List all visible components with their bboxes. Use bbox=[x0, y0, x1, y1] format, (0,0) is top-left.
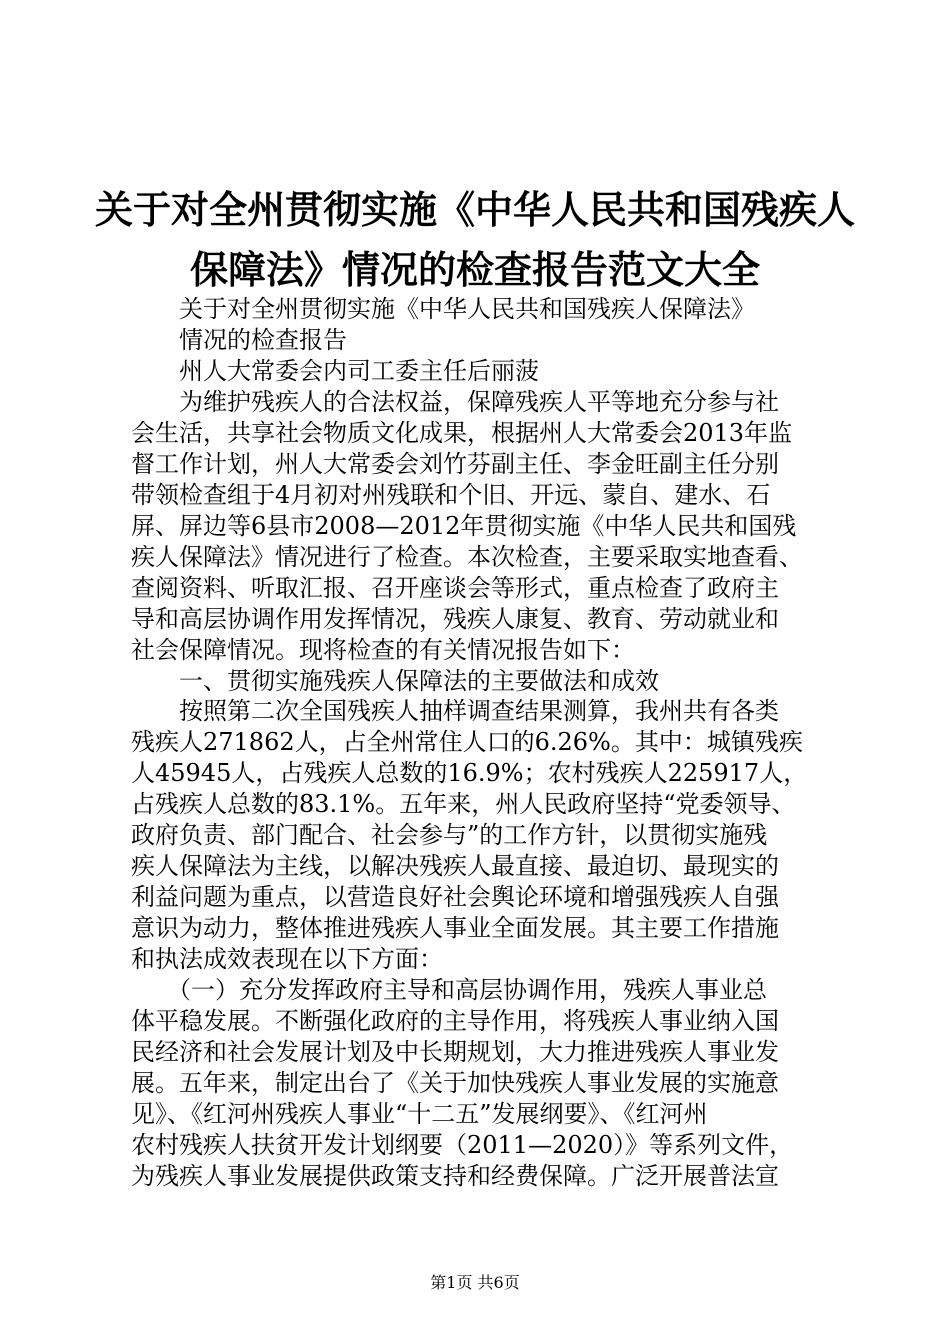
body-text-line: 按照第二次全国残疾人抽样调查结果测算，我州共有各类 bbox=[131, 697, 779, 726]
body-text-line: 查阅资料、听取汇报、召开座谈会等形式，重点检查了政府主 bbox=[131, 573, 779, 602]
document-title-line-2: 保障法》情况的检查报告范文大全 bbox=[189, 247, 760, 292]
body-text-line: 情况的检查报告 bbox=[131, 325, 347, 354]
body-text-line: 带领检查组于4月初对州残联和个旧、开远、蒙自、建水、石 bbox=[131, 480, 771, 509]
body-text-line: 民经济和社会发展计划及中长期规划，大力推进残疾人事业发 bbox=[131, 1038, 779, 1067]
body-text-line: 关于对全州贯彻实施《中华人民共和国残疾人保障法》 bbox=[131, 295, 755, 323]
body-text-line: 见》、《红河州残疾人事业“十二五”发展纲要》、《红河州 bbox=[131, 1099, 708, 1128]
body-text-line: 和执法成效表现在以下方面： bbox=[131, 945, 443, 974]
body-text-line: 社会保障情况。现将检查的有关情况报告如下： bbox=[131, 635, 635, 664]
body-text-line: 利益问题为重点，以营造良好社会舆论环境和增强残疾人自强 bbox=[131, 883, 779, 912]
body-text-line: 意识为动力，整体推进残疾人事业全面发展。其主要工作措施 bbox=[131, 914, 779, 943]
body-text-line: 人45945人，占残疾人总数的16.9%；农村残疾人225917人， bbox=[131, 759, 808, 788]
body-text-line: 展。五年来，制定出台了《关于加快残疾人事业发展的实施意 bbox=[131, 1069, 779, 1097]
body-text-line: 占残疾人总数的83.1%。五年来，州人民政府坚持“党委领导、 bbox=[131, 790, 796, 819]
body-text-line: 残疾人271862人，占全州常住人口的6.26%。其中：城镇残疾 bbox=[131, 728, 803, 757]
body-text-line: 会生活，共享社会物质文化成果，根据州人大常委会2013年监 bbox=[131, 418, 793, 447]
page-footer: 第1页 共6页 bbox=[430, 1273, 520, 1292]
body-text-line: 为残疾人事业发展提供政策支持和经费保障。广泛开展普法宣 bbox=[131, 1161, 779, 1190]
body-text-line: 农村残疾人扶贫开发计划纲要（2011—2020）》等系列文件， bbox=[131, 1130, 794, 1159]
body-text-line: 督工作计划，州人大常委会刘竹芬副主任、李金旺副主任分别 bbox=[131, 449, 779, 478]
document-title-line-1: 关于对全州贯彻实施《中华人民共和国残疾人 bbox=[94, 187, 855, 232]
body-text-line: 为维护残疾人的合法权益，保障残疾人平等地充分参与社 bbox=[131, 387, 779, 416]
body-text-line: 疾人保障法为主线，以解决残疾人最直接、最迫切、最现实的 bbox=[131, 852, 779, 881]
body-text-line: 一、贯彻实施残疾人保障法的主要做法和成效 bbox=[131, 666, 659, 695]
body-text-line: 导和高层协调作用发挥情况，残疾人康复、教育、劳动就业和 bbox=[131, 604, 779, 633]
body-text-line: （一）充分发挥政府主导和高层协调作用，残疾人事业总 bbox=[131, 976, 767, 1005]
body-text-line: 州人大常委会内司工委主任后丽菠 bbox=[131, 356, 539, 385]
body-text-line: 疾人保障法》情况进行了检查。本次检查，主要采取实地查看、 bbox=[131, 542, 803, 571]
body-text-line: 体平稳发展。不断强化政府的主导作用，将残疾人事业纳入国 bbox=[131, 1007, 779, 1036]
body-text-line: 屏、屏边等6县市2008—2012年贯彻实施《中华人民共和国残 bbox=[131, 511, 797, 540]
body-text-line: 政府负责、部门配合、社会参与”的工作方针，以贯彻实施残 bbox=[131, 821, 768, 850]
